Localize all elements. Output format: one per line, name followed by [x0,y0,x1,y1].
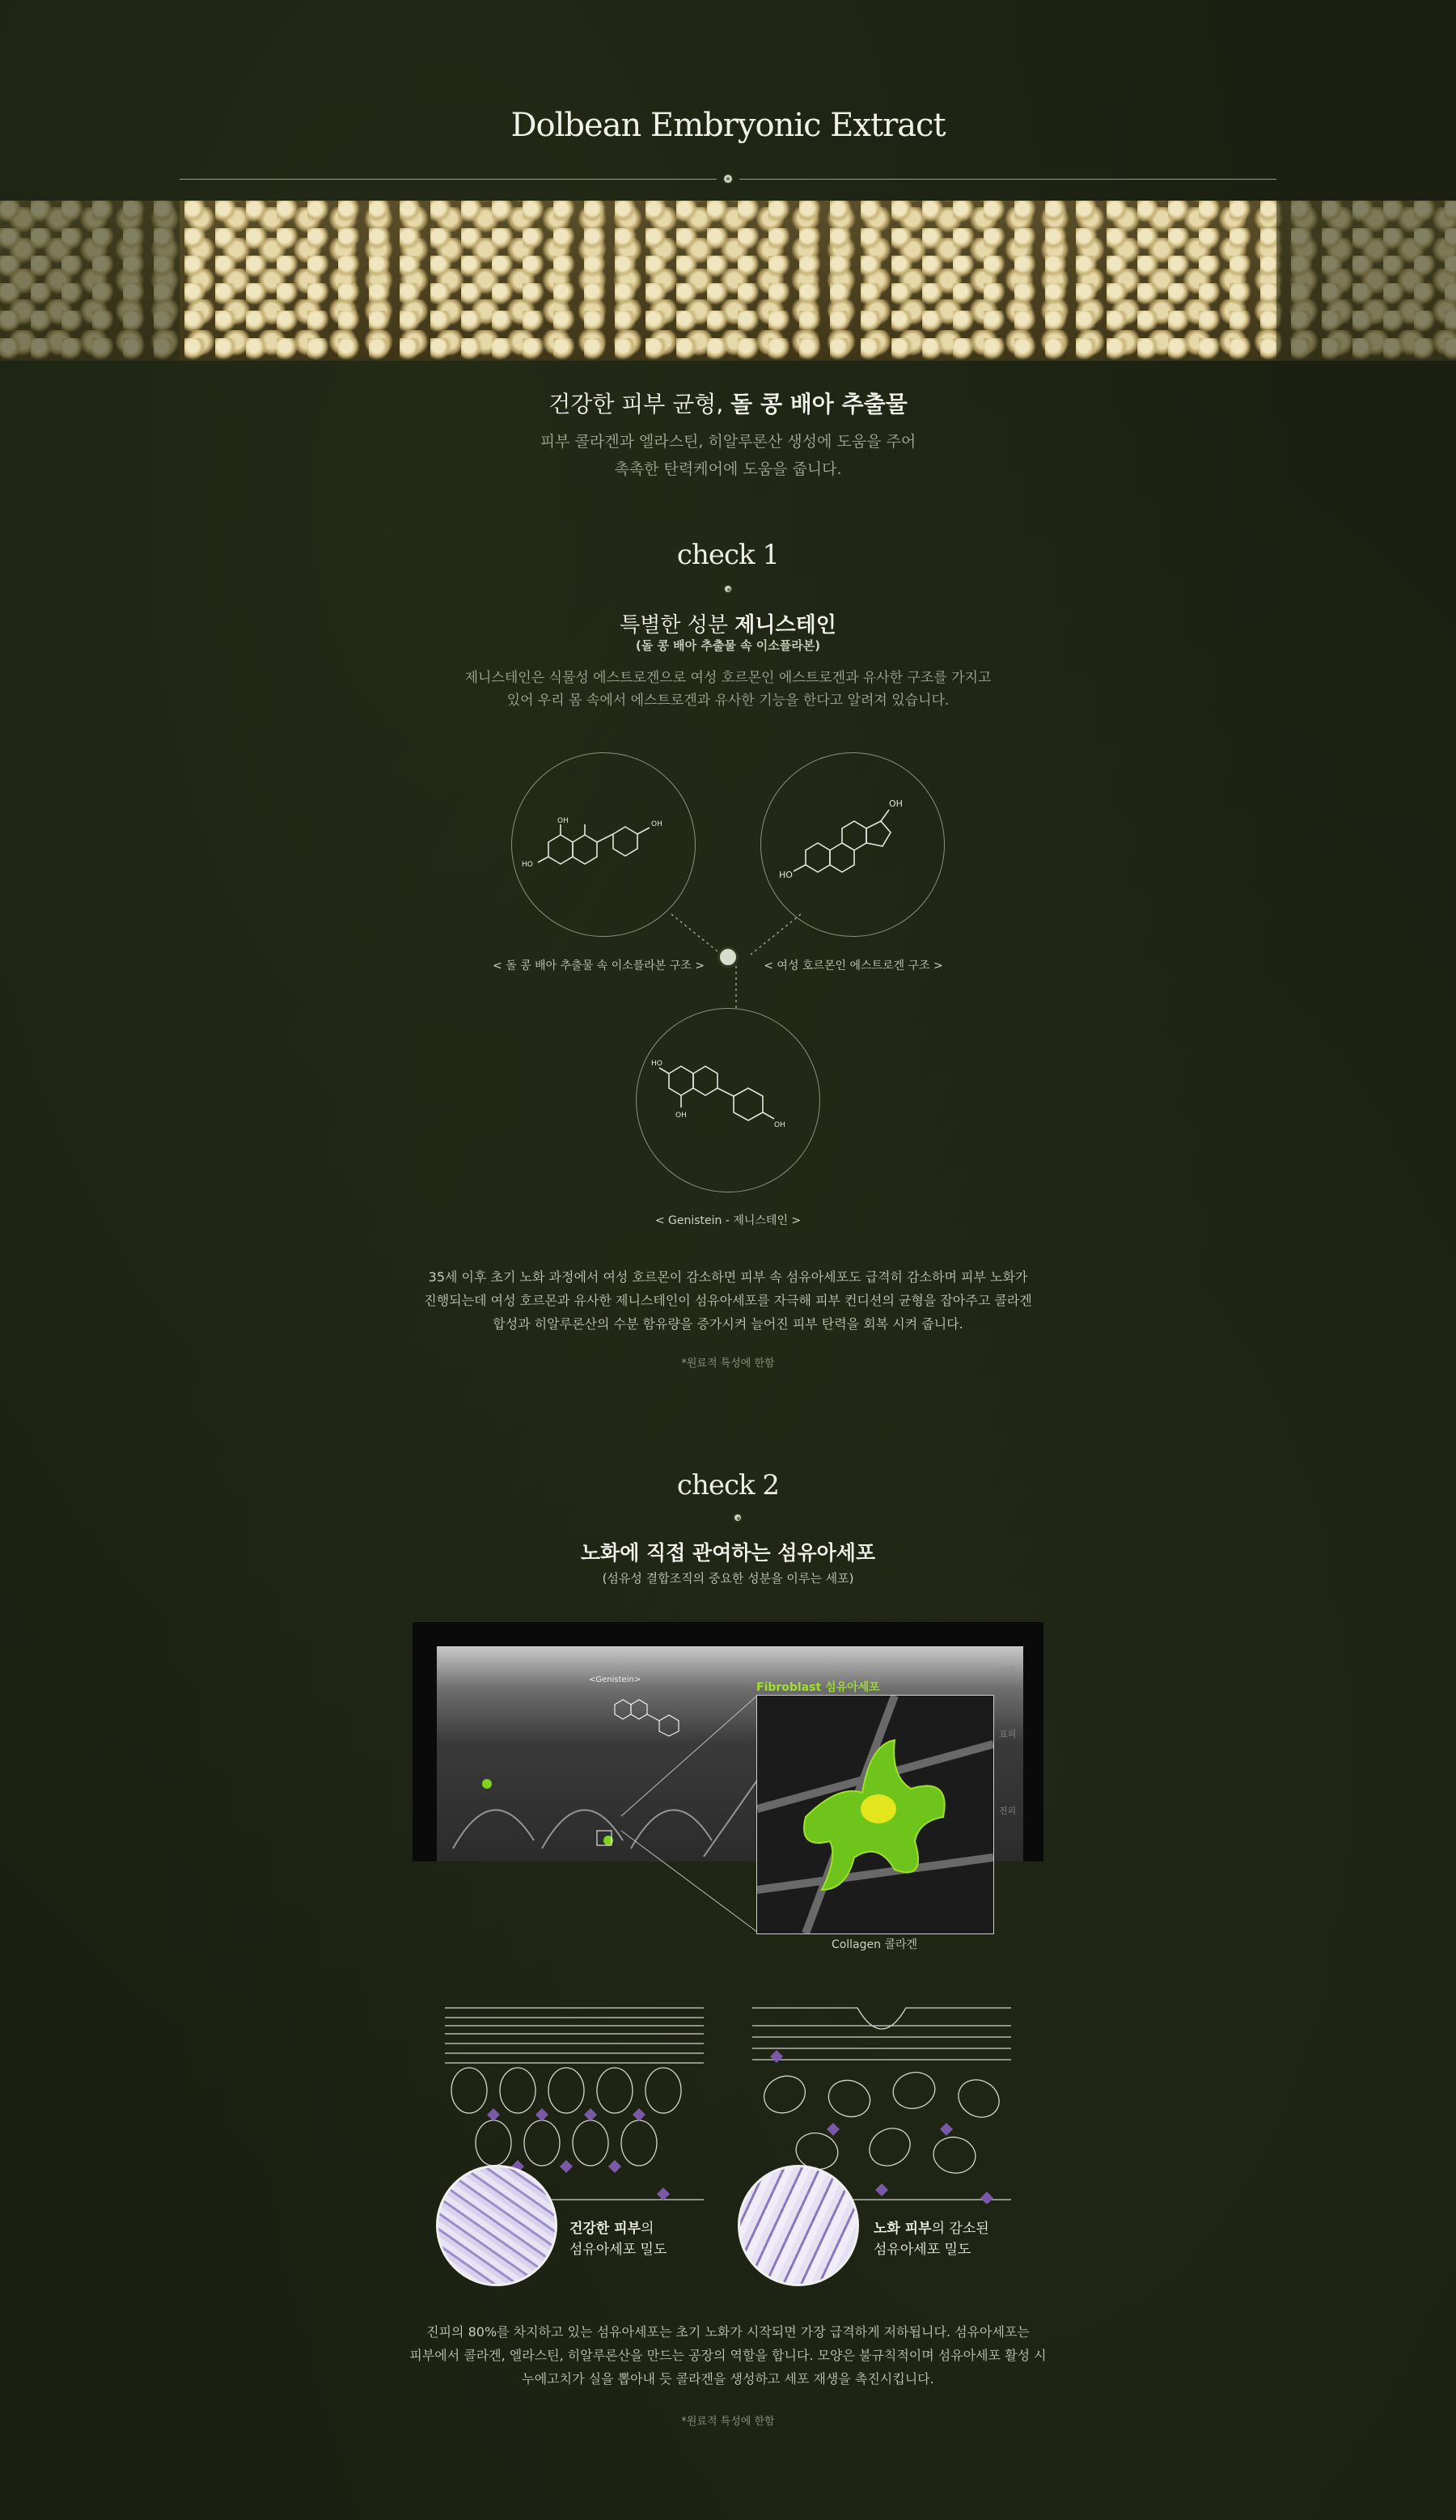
check-2-body-1: 진피의 80%를 차지하고 있는 섬유아세포는 초기 노화가 시작되면 가장 급격하게 저하됩니다. 섬유아세포는 [426,2324,1030,2340]
check-1-ornament-icon [723,584,733,594]
layer-label-epidermis: 표피 [999,1729,1017,1739]
check-1-label: check 1 [676,539,780,571]
fibroblast-zoom-view [756,1695,994,1934]
healthy-skin-label: 건강한 피부의 섬유아세포 밀도 [569,2221,667,2258]
layer-label-dermis: 진피 [999,1806,1017,1816]
title-ornament-icon [722,173,734,184]
layer-label-stratum: 각질 [999,1666,1017,1676]
banner-shade-left [0,201,180,361]
intro-headline: 건강한 피부 균형, 돌 콩 배아 추출물 [548,391,908,417]
svg-text:OH: OH [675,1112,687,1120]
check-2-body-3: 누에고치가 실을 뽑아내 듯 콜라겐을 생성하고 세포 재생을 촉진시킵니다. [522,2371,934,2387]
genistein-structure-circle [636,1008,820,1192]
title-rule-right [739,179,1276,180]
soybean-banner-image [0,201,1456,361]
intro-line-1: 피부 콜라겐과 엘라스틴, 히알루론산 생성에 도움을 주어 [540,433,916,451]
isoflavone-caption: < 돌 콩 배아 추출물 속 이소플라본 구조 > [493,959,705,972]
check-1-headline: 특별한 성분 제니스테인 [620,613,836,637]
aged-skin-label: 노화 피부의 감소된 섬유아세포 밀도 [874,2221,989,2258]
collagen-caption: Collagen 콜라겐 [831,1938,918,1951]
check-1-body-3: 합성과 히알루론산의 수분 함유량을 증가시켜 늘어진 피부 탄력을 회복 시켜 줍니다. [493,1316,963,1332]
check-1-body-2: 진행되는데 여성 호르몬과 유사한 제니스테인이 섬유아세포를 자극해 피부 컨디션의 균형을 잡아주고 콜라겐 [424,1293,1032,1308]
check-1-desc-2: 있어 우리 몸 속에서 에스트로겐과 유사한 기능을 한다고 알려져 있습니다. [506,692,950,709]
check-1-body-1: 35세 이후 초기 노화 과정에서 여성 호르몬이 감소하면 피부 속 섬유아세포도 급격히 감소하며 피부 노화가 [428,1269,1028,1285]
check-2-label: check 2 [676,1469,780,1501]
intro-line-2: 촉촉한 탄력케어에 도움을 줍니다. [614,460,842,478]
genistein-tag: <Genistein> [589,1675,641,1684]
aged-fibroblast-micrograph [738,2165,859,2286]
svg-text:OH: OH [651,820,662,828]
genistein-caption: < Genistein - 제니스테인 > [654,1214,802,1227]
zoom-guide-lines [566,1695,760,1938]
svg-text:OH: OH [774,1121,785,1129]
svg-text:HO: HO [522,861,533,869]
banner-shade-right [1276,201,1456,361]
check-2-headline: 노화에 직접 관여하는 섬유아세포 [580,1541,876,1565]
check-1-desc-1: 제니스테인은 식물성 에스트로겐으로 여성 호르몬인 에스트로겐과 유사한 구조를 가지고 [464,670,992,686]
title-rule-left [180,179,717,180]
svg-text:HO: HO [779,870,793,880]
page-title: Dolbean Embryonic Extract [510,107,946,144]
check-2-ornament-icon [733,1513,743,1523]
healthy-fibroblast-micrograph [436,2165,557,2286]
check-2-note: *원료적 특성에 한함 [681,2416,775,2428]
svg-text:OH: OH [889,798,903,809]
estrogen-caption: < 여성 호르몬인 에스트로겐 구조 > [764,959,943,972]
fibroblast-label: Fibroblast 섬유아세포 [756,1681,880,1694]
check-1-subtitle: (돌 콩 배아 추출물 속 이소플라본) [635,638,821,653]
check-2-body-2: 피부에서 콜라겐, 엘라스틴, 히알루론산을 만드는 공장의 역할을 합니다. 모양은 불규칙적이며 섬유아세포 활성 시 [409,2348,1047,2363]
svg-text:OH: OH [557,817,569,825]
check-1-note: *원료적 특성에 한함 [681,1357,775,1370]
genistein-structure-icon [637,1009,821,1193]
svg-text:HO: HO [651,1060,662,1068]
fibroblast-cell-icon [757,1696,993,1933]
check-2-subtitle: (섬유성 결합조직의 중요한 성분을 이루는 세포) [602,1571,854,1586]
